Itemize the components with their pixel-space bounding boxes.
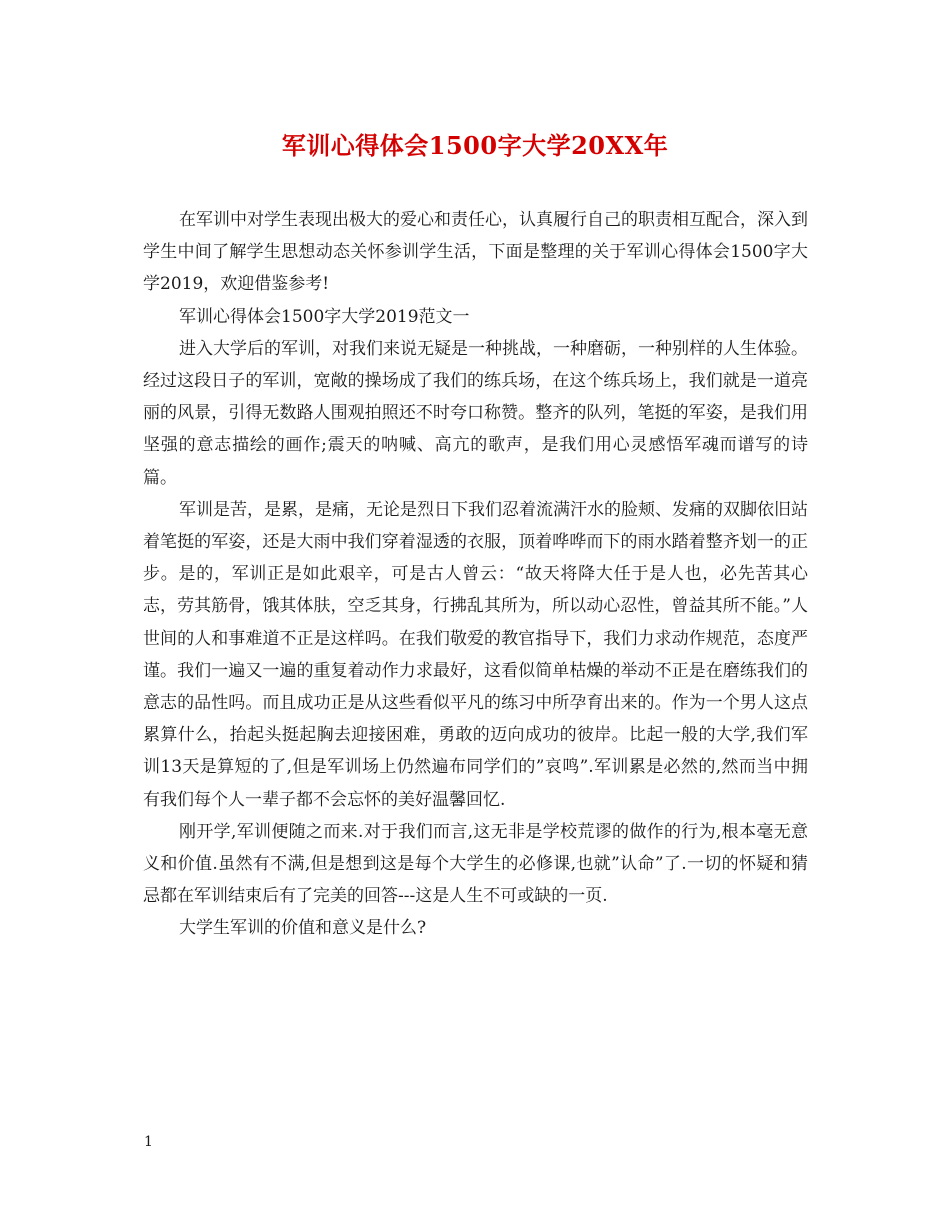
document-body <box>143 204 808 945</box>
paragraph-3: 刚开学,军训便随之而来.对于我们而言,这无非是学校荒谬的做作的行为,根本毫无意义和价值.虽然有不满,但是想到这是每个大学生的必修课,也就”认命”了.一切的怀疑和猜忌都在军训结束后有了完美的回答---这是人生不可或缺的一页. <box>143 821 808 907</box>
paragraph-section-heading: 军训心得体会1500字大学2019范文一 <box>179 306 470 327</box>
paragraph-1: 进入大学后的军训，对我们来说无疑是一种挑战，一种磨砺，一种别样的人生体验。经过这段日子的军训，宽敞的操场成了我们的练兵场，在这个练兵场上，我们就是一道亮丽的风景，引得无数路人围观拍照还不时夸口称赞。整齐的队列，笔挺的军姿，是我们用坚强的意志描绘的画作;震天的呐喊、高亢的歌声，是我们用心灵感悟军魂而谱写的诗篇。 <box>143 338 808 488</box>
page-title: 军训心得体会1500字大学20XX年 <box>281 131 669 160</box>
paragraph-question: 大学生军训的价值和意义是什么? <box>179 918 427 939</box>
paragraph-intro: 在军训中对学生表现出极大的爱心和责任心，认真履行自己的职责相互配合，深入到学生中间了解学生思想动态关怀参训学生活，下面是整理的关于军训心得体会1500字大学2019，欢迎借鉴参考! <box>143 210 808 295</box>
page-number: 1 <box>144 1134 153 1150</box>
paragraph-2: 军训是苦，是累，是痛，无论是烈日下我们忍着流满汗水的脸颊、发痛的双脚依旧站着笔挺的军姿，还是大雨中我们穿着湿透的衣服，顶着哗哗而下的雨水踏着整齐划一的正步。是的，军训正是如此艰辛，可是古人曾云：“故天将降大任于是人也，必先苦其心志，劳其筋骨，饿其体肤，空乏其身，行拂乱其所为，所以动心忍性，曾益其所不能。”人世间的人和事难道不正是这样吗。在我们敬爱的教官指导下，我们力求动作规范，态度严谨。我们一遍又一遍的重复着动作力求最好，这看似简单枯燥的举动不正是在磨练我们的意志的品性吗。而且成功正是从这些看似平凡的练习中所孕育出来的。作为一个男人这点累算什么，抬起头挺起胸去迎接困难，勇敢的迈向成功的彼岸。比起一般的大学,我们军训13天是算短的了,但是军训场上仍然遍布同学们的”哀鸣”.军训累是必然的,然而当中拥有我们每个人一辈子都不会忘怀的美好温馨回忆. <box>143 499 808 810</box>
